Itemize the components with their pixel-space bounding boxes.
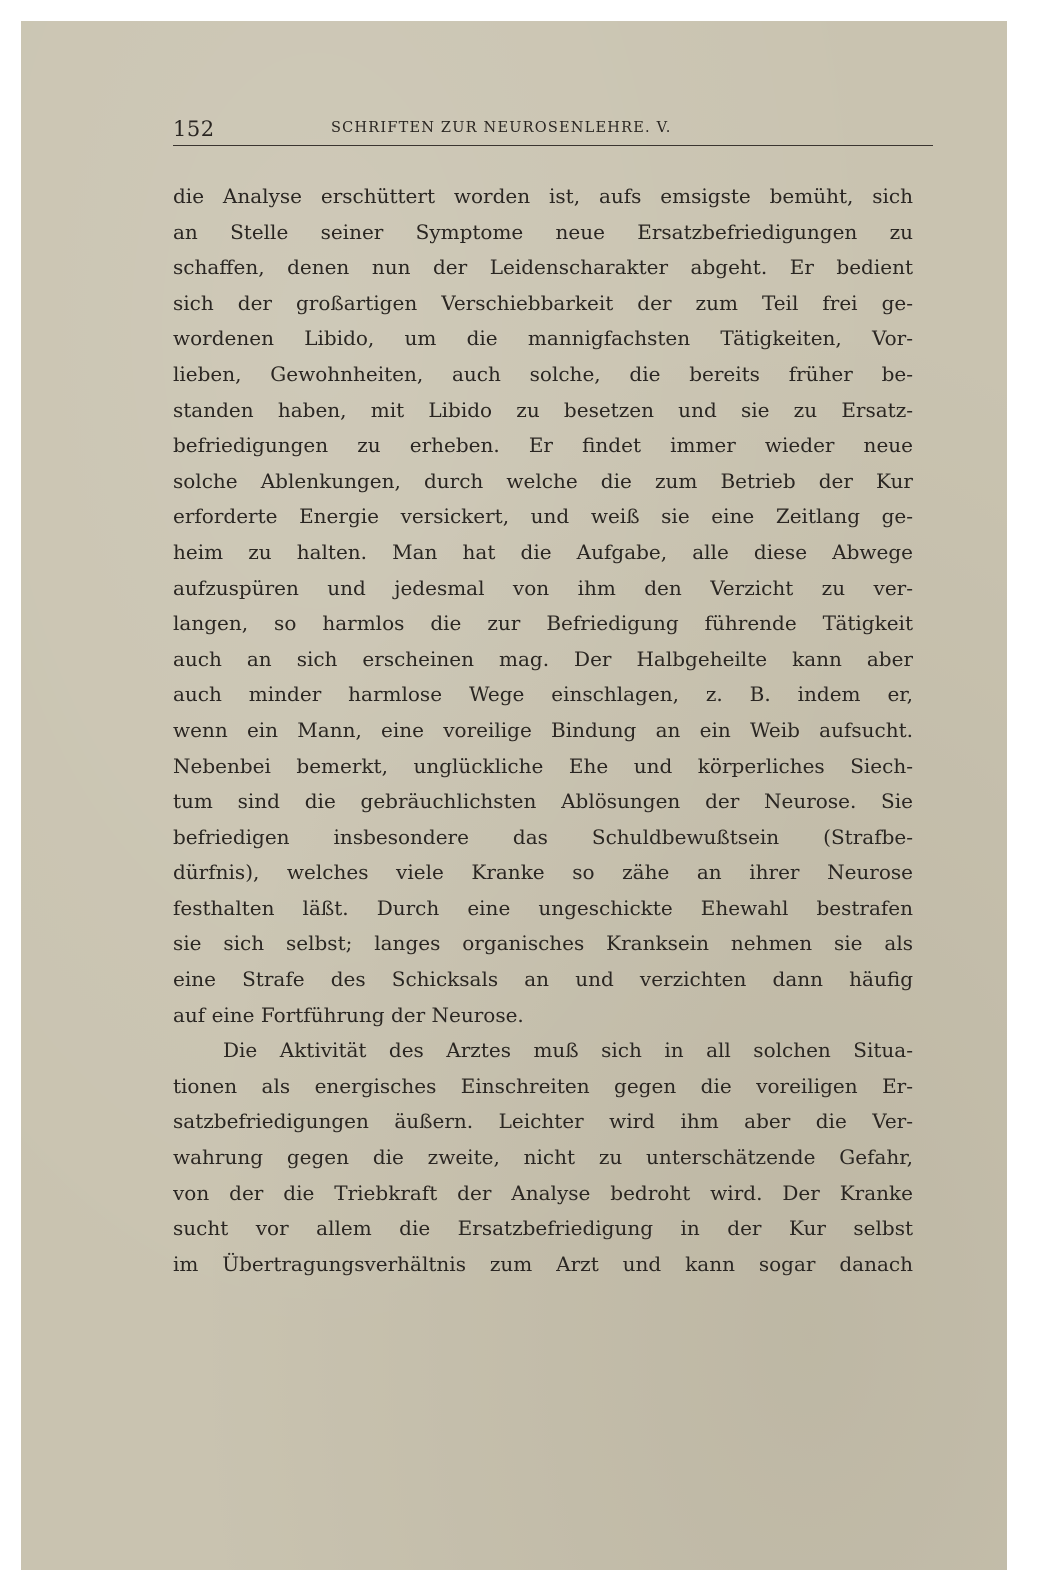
text-line: standen haben, mit Libido zu besetzen und sie zu Ersatz- xyxy=(173,397,913,422)
text-line: eine Strafe des Schicksals an und verzichten dann häufig xyxy=(173,967,913,992)
text-line: befriedigen insbesondere das Schuldbewußtsein (Strafbe- xyxy=(173,824,913,849)
text-line: die Analyse erschüttert worden ist, aufs emsigste bemüht, sich xyxy=(173,184,913,208)
text-line: auch an sich erscheinen mag. Der Halbgeheilte kann aber xyxy=(173,646,913,671)
text-line: auch minder harmlose Wege einschlagen, z. B. indem er, xyxy=(173,682,913,707)
text-line: im Übertragungsverhältnis zum Arzt und kann sogar danach xyxy=(173,1251,913,1276)
text-line: sie sich selbst; langes organisches Kranksein nehmen sie als xyxy=(173,931,913,956)
text-line: wenn ein Mann, eine voreilige Bindung an ein Weib aufsucht. xyxy=(173,717,913,742)
text-line: sucht vor allem die Ersatzbefriedigung in der Kur selbst xyxy=(173,1216,913,1241)
text-line: Nebenbei bemerkt, unglückliche Ehe und körperliches Siech- xyxy=(173,753,913,778)
text-line: tum sind die gebräuchlichsten Ablösungen der Neurose. Sie xyxy=(173,789,913,814)
text-line: dürfnis), welches viele Kranke so zähe an ihrer Neurose xyxy=(173,860,913,885)
text-line: solche Ablenkungen, durch welche die zum Betrieb der Kur xyxy=(173,468,913,493)
text-line: befriedigungen zu erheben. Er findet immer wieder neue xyxy=(173,433,913,458)
text-line: wordenen Libido, um die mannigfachsten Tätigkeiten, Vor- xyxy=(173,326,913,351)
text-line: wahrung gegen die zweite, nicht zu unterschätzende Gefahr, xyxy=(173,1145,913,1170)
text-line: an Stelle seiner Symptome neue Ersatzbefriedigungen zu xyxy=(173,219,913,244)
header-rule xyxy=(173,145,933,146)
text-line: langen, so harmlos die zur Befriedigung führende Tätigkeit xyxy=(173,611,913,636)
text-line: tionen als energisches Einschreiten gegen die voreiligen Er- xyxy=(173,1073,913,1098)
text-line: sich der großartigen Verschiebbarkeit der zum Teil frei ge- xyxy=(173,290,913,315)
text-line: aufzuspüren und jedesmal von ihm den Verzicht zu ver- xyxy=(173,575,913,600)
text-line: schaffen, denen nun der Leidenscharakter abgeht. Er bedient xyxy=(173,255,913,280)
text-line: lieben, Gewohnheiten, auch solche, die bereits früher be- xyxy=(173,361,913,386)
paragraph xyxy=(173,1033,913,1282)
text-line: satzbefriedigungen äußern. Leichter wird ihm aber die Ver- xyxy=(173,1109,913,1134)
text-line: festhalten läßt. Durch eine ungeschickte Ehewahl bestrafen xyxy=(173,895,913,920)
text-line: auf eine Fortführung der Neurose. xyxy=(173,1002,524,1027)
text-line: Die Aktivität des Arztes muß sich in all solchen Situa- xyxy=(223,1038,913,1063)
text-line: erforderte Energie versickert, und weiß sie eine Zeitlang ge- xyxy=(173,504,913,529)
text-line: von der die Triebkraft der Analyse bedroht wird. Der Kranke xyxy=(173,1180,913,1205)
running-title: SCHRIFTEN ZUR NEUROSENLEHRE. V. xyxy=(331,120,672,136)
book-page xyxy=(21,21,1007,1570)
paragraph xyxy=(173,179,913,1033)
body-text xyxy=(173,179,913,1282)
page-number: 152 xyxy=(173,117,215,141)
text-line: heim zu halten. Man hat die Aufgabe, alle diese Abwege xyxy=(173,539,913,564)
